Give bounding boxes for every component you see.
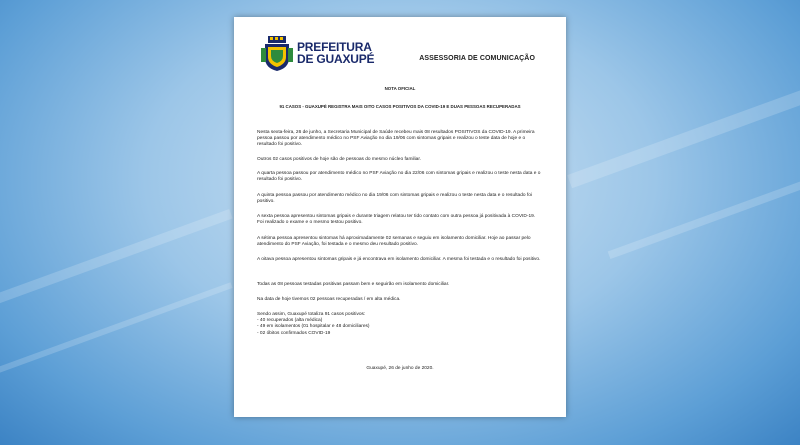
summary-block xyxy=(257,312,543,337)
city-crest-icon xyxy=(261,36,293,72)
paragraph: A quarta pessoa passou por atendimento médico no PSF Aviação no dia 22/06 com sintomas gripais e realizou o teste nesta data e o resultado foi positivo. xyxy=(257,171,541,183)
paragraph: A sétima pessoa apresentou sintomas há aproximadamente 02 semanas e seguiu em isolamento domiciliar. Hoje ao passar pelo atendimento do PSF Aviação, foi testada e o mesmo deu resultado positivo. xyxy=(257,236,531,248)
document-label: NOTA OFICIAL xyxy=(384,86,416,91)
logo-line1: PREFEITURA xyxy=(297,40,372,54)
background-streak xyxy=(0,209,233,321)
summary-intro: Sendo assim, Guaxupé totaliza 91 casos positivos: xyxy=(257,312,366,317)
paragraph: Na data de hoje tivemos 02 pessoas recuperadas / em alta médica. xyxy=(257,297,401,302)
prefeitura-logo xyxy=(261,36,381,76)
department-label: ASSESSORIA DE COMUNICAÇÃO xyxy=(419,55,535,62)
date-line: Guaxupé, 26 de junho de 2020. xyxy=(366,366,434,371)
paragraph: A oitava pessoa apresentou sintomas gripais e já encontrava em isolamento domiciliar. A mesma foi testada e o resultado foi positivo. xyxy=(257,257,541,262)
background-streak xyxy=(608,149,800,259)
paragraph: A sexta pessoa apresentou sintomas gripais e durante triagem relatou ter tido contato com outra pessoa já positivada à COVID-19. Foi realizado o exame e o mesmo testou positivo. xyxy=(257,214,536,226)
paragraph: Nesta sexta-feira, 26 de junho, a Secretaria Municipal de Saúde recebeu mais 08 resultados POSITIVOS da COVID-19. A primeira pessoa passou por atendimento médico no PSF Aviação no dia 19/06 com sintomas gripais e realizou o teste data de hoje e o resultado foi positivo. xyxy=(257,130,535,148)
document-page xyxy=(234,17,566,417)
background-streak xyxy=(0,282,233,383)
document-headline: 91 CASOS - GUAXUPÉ REGISTRA MAIS OITO CASOS POSITIVOS DA COVID-19 E DUAS PESSOAS RECUPERADAS xyxy=(279,104,521,109)
logo-wordmark xyxy=(297,41,374,65)
paragraph: Outros 02 casos positivos de hoje são de pessoas do mesmo núcleo familiar. xyxy=(257,157,421,162)
summary-item: - 49 em isolamentos (01 hospitalar e 48 domiciliares) xyxy=(257,324,370,330)
summary-item: - 02 óbitos confirmados COVID-19 xyxy=(257,330,331,336)
summary-item: - 40 recuperados (alta médica) xyxy=(257,318,323,324)
background-streak xyxy=(567,66,800,189)
logo-line2: DE GUAXUPÉ xyxy=(297,52,375,66)
paragraph: A quinta pessoa passou por atendimento médico no dia 19/06 com sintomas gripais e realizou o teste nesta data e o resultado foi positivo. xyxy=(257,193,532,205)
paragraph: Todas as 08 pessoas testadas positivas passam bem e seguirão em isolamento domiciliar. xyxy=(257,282,450,287)
